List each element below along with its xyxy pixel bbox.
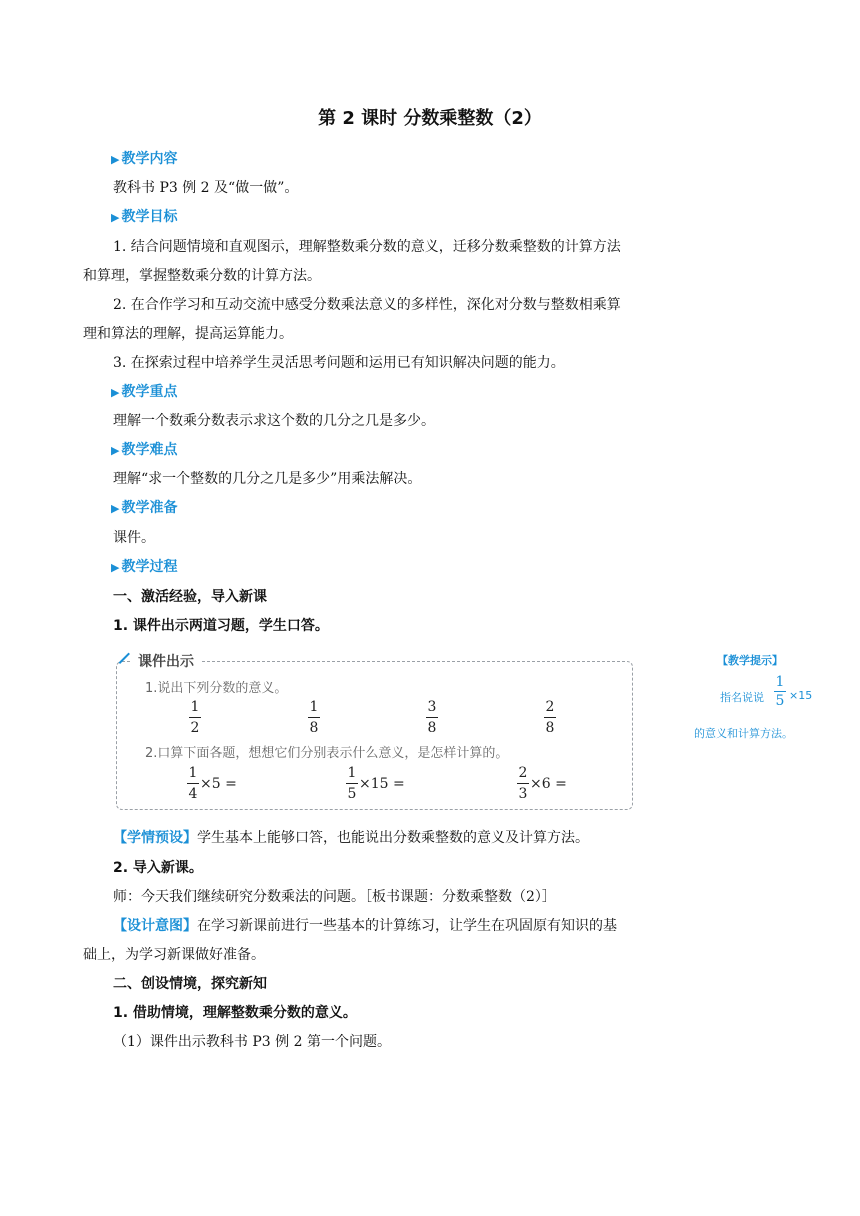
numerator: 2 bbox=[545, 699, 555, 715]
design-tag: 【设计意图】 bbox=[113, 918, 197, 934]
goal-1-line-2: 和算理，掌握整数乘分数的计算方法。 bbox=[83, 268, 321, 284]
teaching-tip-expression: ×15 bbox=[789, 689, 813, 702]
triangle-icon: ▶ bbox=[111, 444, 120, 457]
denominator: 4 bbox=[188, 786, 198, 802]
card-fraction bbox=[426, 700, 438, 735]
fraction-bar bbox=[308, 717, 320, 718]
triangle-icon: ▶ bbox=[111, 153, 120, 166]
step-2-1: 1. 借助情境，理解整数乘分数的意义。 bbox=[113, 1005, 357, 1021]
fraction-bar bbox=[774, 691, 786, 692]
teaching-tip-fraction bbox=[774, 675, 786, 708]
numerator: 3 bbox=[427, 699, 437, 715]
denominator: 2 bbox=[190, 720, 200, 736]
design-intent bbox=[113, 915, 617, 935]
section-heading-label: 教学准备 bbox=[121, 500, 178, 516]
card-question-1: 1.说出下列分数的意义。 bbox=[145, 681, 288, 696]
step-2-heading: 二、创设情境，探究新知 bbox=[113, 976, 267, 992]
section-heading-goals bbox=[111, 206, 177, 226]
numerator: 1 bbox=[188, 765, 198, 781]
denominator: 3 bbox=[518, 786, 528, 802]
section-heading-content bbox=[111, 148, 177, 168]
expression-rest: ×15 = bbox=[359, 775, 405, 792]
section-heading-difficulty bbox=[111, 439, 177, 459]
section-heading-label: 教学难点 bbox=[121, 442, 178, 458]
fraction-bar bbox=[517, 783, 529, 784]
denominator: 8 bbox=[545, 720, 555, 736]
triangle-icon: ▶ bbox=[111, 561, 120, 574]
expression-fraction bbox=[517, 766, 529, 801]
fraction-bar bbox=[346, 783, 358, 784]
preset-text: 学生基本上能够口答，也能说出分数乘整数的意义及计算方法。 bbox=[197, 830, 589, 846]
numerator: 1 bbox=[347, 765, 357, 781]
numerator: 1 bbox=[775, 674, 785, 690]
fraction-bar bbox=[187, 783, 199, 784]
numerator: 1 bbox=[309, 699, 319, 715]
key-text: 理解一个数乘分数表示求这个数的几分之几是多少。 bbox=[113, 413, 435, 429]
triangle-icon: ▶ bbox=[111, 502, 120, 515]
card-expression bbox=[517, 766, 567, 801]
expression-rest: ×5 = bbox=[200, 775, 237, 792]
teacher-line: 师：今天我们继续研究分数乘法的问题。［板书课题：分数乘整数（2）］ bbox=[113, 889, 556, 905]
learning-preset bbox=[113, 827, 589, 847]
section-heading-label: 教学目标 bbox=[121, 209, 178, 225]
triangle-icon: ▶ bbox=[111, 211, 120, 224]
section-heading-label: 教学过程 bbox=[121, 559, 178, 575]
goal-3: 3. 在探索过程中培养学生灵活思考问题和运用已有知识解决问题的能力。 bbox=[113, 355, 565, 371]
design-intent-line-2: 础上，为学习新课做好准备。 bbox=[83, 947, 265, 963]
preset-tag: 【学情预设】 bbox=[113, 830, 197, 846]
denominator: 5 bbox=[347, 786, 357, 802]
card-fraction bbox=[544, 700, 556, 735]
card-expression bbox=[346, 766, 405, 801]
card-fraction bbox=[308, 700, 320, 735]
goal-2-line-2: 理和算法的理解，提高运算能力。 bbox=[83, 326, 293, 342]
section-heading-label: 教学内容 bbox=[121, 151, 178, 167]
expression-rest: ×6 = bbox=[530, 775, 567, 792]
teaching-tip-text: 指名说说 bbox=[720, 691, 764, 704]
section-heading-key bbox=[111, 381, 177, 401]
design-text: 在学习新课前进行一些基本的计算练习，让学生在巩固原有知识的基 bbox=[197, 918, 617, 934]
section-heading-process bbox=[111, 556, 177, 576]
numerator: 2 bbox=[518, 765, 528, 781]
step-2-1-1: （1）课件出示教科书 P3 例 2 第一个问题。 bbox=[113, 1034, 391, 1050]
step-1-2: 2. 导入新课。 bbox=[113, 860, 203, 876]
card-fraction bbox=[189, 700, 201, 735]
section-heading-prep bbox=[111, 497, 177, 517]
numerator: 1 bbox=[190, 699, 200, 715]
card-label: 课件出示 bbox=[132, 651, 200, 671]
expression-fraction bbox=[346, 766, 358, 801]
expression-fraction bbox=[187, 766, 199, 801]
fraction-bar bbox=[426, 717, 438, 718]
goal-1-line-1: 1. 结合问题情境和直观图示，理解整数乘分数的意义，迁移分数乘整数的计算方法 bbox=[113, 239, 621, 255]
denominator: 5 bbox=[775, 693, 785, 709]
section-heading-label: 教学重点 bbox=[121, 384, 178, 400]
fraction-bar bbox=[544, 717, 556, 718]
teaching-tip-line-2: 的意义和计算方法。 bbox=[694, 727, 793, 740]
card-question-2: 2.口算下面各题，想想它们分别表示什么意义，是怎样计算的。 bbox=[145, 746, 509, 761]
goal-2-line-1: 2. 在合作学习和互动交流中感受分数乘法意义的多样性，深化对分数与整数相乘算 bbox=[113, 297, 621, 313]
content-text: 教科书 P3 例 2 及“做一做”。 bbox=[113, 180, 299, 196]
denominator: 8 bbox=[309, 720, 319, 736]
triangle-icon: ▶ bbox=[111, 386, 120, 399]
denominator: 8 bbox=[427, 720, 437, 736]
page-title: 第 2 课时 分数乘整数（2） bbox=[318, 108, 542, 129]
step-1-heading: 一、激活经验，导入新课 bbox=[113, 589, 267, 605]
difficulty-text: 理解“求一个整数的几分之几是多少”用乘法解决。 bbox=[113, 471, 422, 487]
fraction-bar bbox=[189, 717, 201, 718]
prep-text: 课件。 bbox=[113, 530, 155, 546]
step-1-1: 1. 课件出示两道习题，学生口答。 bbox=[113, 618, 329, 634]
card-expression bbox=[187, 766, 237, 801]
teaching-tip-heading: 【教学提示】 bbox=[717, 654, 783, 667]
